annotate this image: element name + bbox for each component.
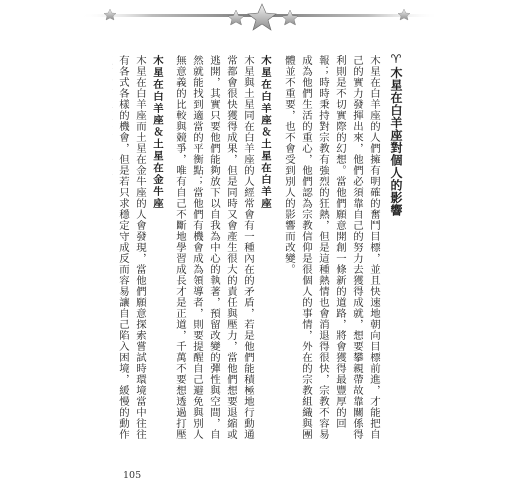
star-icon <box>398 9 410 20</box>
section-paragraph: 木星在白羊座而土星在金牛座的人會發現，當他們願意探索嘗試時環境當中往往有各式各樣的機會，但是若只求穩定守成反而容易讓自己陷入困境，緩慢的動作 <box>117 55 146 440</box>
star-icon <box>104 9 116 20</box>
section-paragraph: 木星在白羊座的人們擁有明確的奮鬥目標，並且快速地朝向目標前進，才能把自己的實力發揮出來，他們必須靠自己的努力去獲得成就，想要攀親帶故靠關係得利則是不切實際的幻想。當他們願意開創一條新的道路，將會獲得最豐厚的回報；時時秉持對宗教有強烈的狂熱，但是這種熱情也會消退得很快，宗教不容易成為他們生活的重心，他們認為宗教信仰是很個人的事情，外在的宗教組織與團體並不重要，也不會受到別人的影響而改變。 <box>283 55 380 440</box>
star-icon <box>282 10 298 25</box>
section-paragraph: 木星與土星同在白羊座的人經常會有一種內在的矛盾，若是他們能積極地行動通常都會很快獲得成果，但是同時又會產生很大的責任與壓力，當他們想要退縮或逃開，其實只要他們能夠放下以自我為中心的執著，預留改變的彈性與空間，自然就能找到適當的平衡點；當他們有機會成為領導者，則要提醒自己避免與別人無意義的比較與競爭，唯有自己不斷地學習成長才是正道，千萬不要想透過打壓 <box>174 55 254 440</box>
star-icon <box>228 10 244 25</box>
header-ornament <box>0 0 520 60</box>
section-heading: 木星在白羊座＆土星在金牛座 <box>151 55 163 210</box>
section-heading: 木星在白羊座＆土星在白羊座 <box>259 55 271 210</box>
section-title: ♈木星在白羊座對個人的影響 <box>389 52 403 217</box>
page-number: 105 <box>123 470 142 481</box>
star-icon <box>248 4 276 30</box>
